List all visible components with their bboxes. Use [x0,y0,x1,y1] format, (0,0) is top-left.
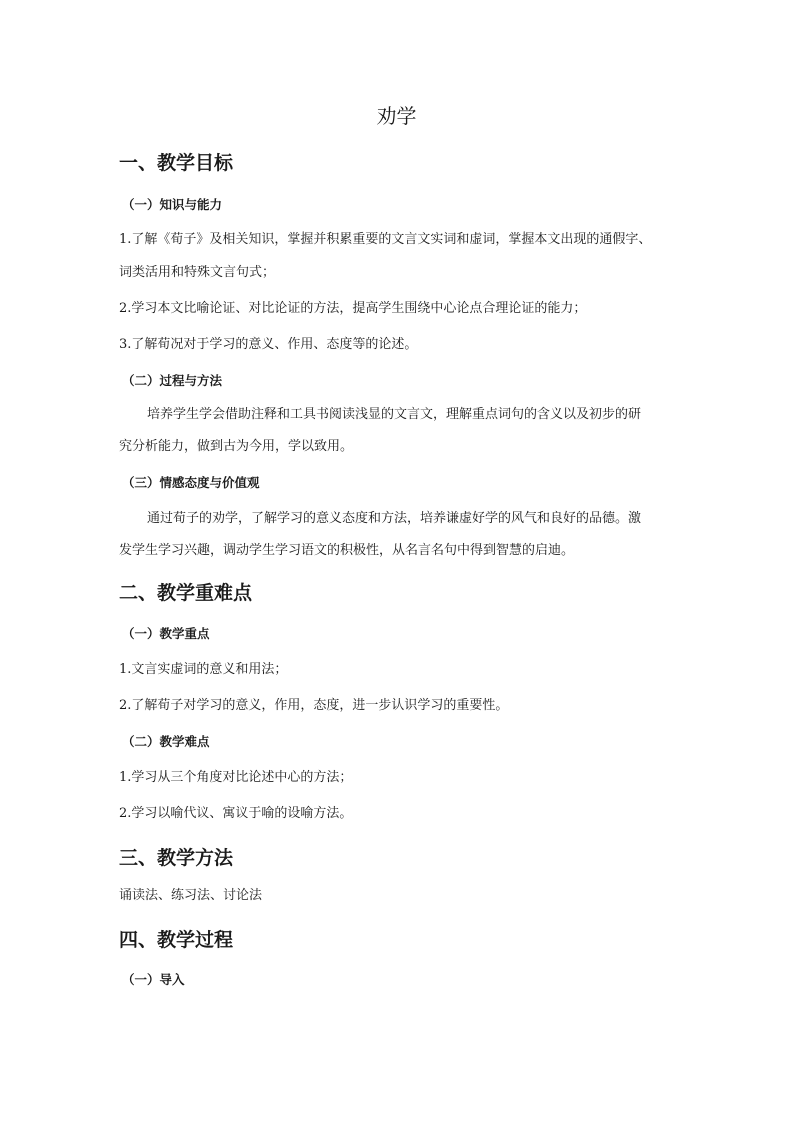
paragraph-line: 1.了解《荀子》及相关知识，掌握并积累重要的文言文实词和虚词，掌握本文出现的通假字、 [119,232,652,247]
paragraph-line: 1.文言实虚词的意义和用法； [119,662,288,677]
section-heading: 四、教学过程 [119,929,234,951]
paragraph-line: 通过荀子的劝学，了解学习的意义态度和方法，培养谦虚好学的风气和良好的品德。激 [147,511,642,526]
section-heading: 二、教学重难点 [119,582,253,604]
paragraph-line: 词类活用和特殊文言句式； [119,265,276,280]
paragraph-line: 发学生学习兴趣，调动学生学习语文的积极性，从名言名句中得到智慧的启迪。 [119,543,575,558]
paragraph-line: 3.了解荀况对于学习的意义、作用、态度等的论述。 [119,337,418,352]
subsection-heading: （三）情感态度与价值观 [122,475,260,490]
section-heading: 一、教学目标 [119,152,234,174]
subsection-heading: （一）知识与能力 [122,197,223,212]
paragraph-line: 培养学生学会借助注释和工具书阅读浅显的文言文，理解重点词句的含义以及初步的研 [147,407,642,422]
subsection-heading: （一）导入 [122,972,185,987]
document-title: 劝学 [376,104,417,128]
paragraph-line: 诵读法、练习法、讨论法 [119,888,263,903]
paragraph-line: 2.学习以喻代议、寓议于喻的设喻方法。 [119,806,353,821]
subsection-heading: （二）教学难点 [122,734,210,749]
section-heading: 三、教学方法 [119,847,234,869]
subsection-heading: （二）过程与方法 [122,373,223,388]
paragraph-line: 究分析能力，做到古为今用，学以致用。 [119,439,354,454]
paragraph-line: 2.了解荀子对学习的意义，作用，态度，进一步认识学习的重要性。 [119,698,509,713]
subsection-heading: （一）教学重点 [122,626,210,641]
paragraph-line: 1.学习从三个角度对比论述中心的方法； [119,770,353,785]
paragraph-line: 2.学习本文比喻论证、对比论证的方法，提高学生围绕中心论点合理论证的能力； [119,301,587,316]
